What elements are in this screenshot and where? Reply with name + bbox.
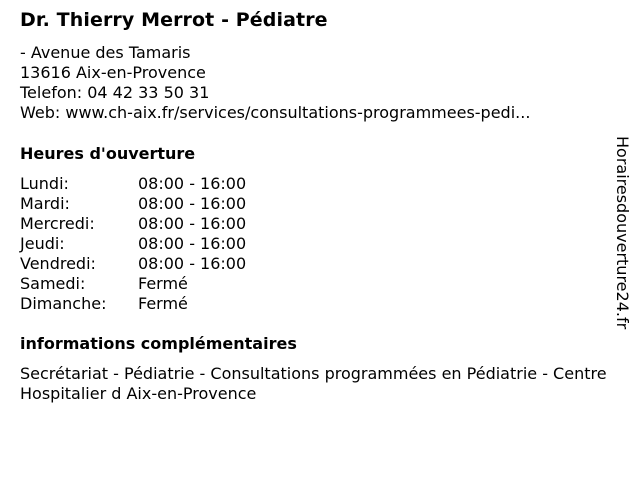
day-label: Lundi:	[20, 174, 69, 193]
day-label: Mercredi:	[20, 214, 95, 233]
website-link[interactable]: Web: www.ch-aix.fr/services/consultations-programmees-pedi...	[20, 103, 531, 122]
city-address: 13616 Aix-en-Provence	[20, 63, 206, 82]
hours-row-wednesday	[20, 214, 320, 234]
day-label: Mardi:	[20, 194, 70, 213]
time-value: 08:00 - 16:00	[138, 254, 247, 273]
day-label: Jeudi:	[20, 234, 65, 253]
additional-info-text: Secrétariat - Pédiatrie - Consultations programmées en Pédiatrie - Centre Hospitalier d Aix-en-Provence	[20, 364, 607, 403]
time-value: Fermé	[138, 274, 188, 293]
hours-row-sunday	[20, 294, 320, 314]
street-address: - Avenue des Tamaris	[20, 43, 191, 62]
hours-row-saturday	[20, 274, 320, 294]
day-label: Samedi:	[20, 274, 86, 293]
time-value: 08:00 - 16:00	[138, 174, 247, 193]
address-block	[20, 43, 530, 123]
hours-row-thursday	[20, 234, 320, 254]
page-title: Dr. Thierry Merrot - Pédiatre	[20, 9, 328, 31]
hours-row-friday	[20, 254, 320, 274]
time-value: 08:00 - 16:00	[138, 214, 247, 233]
phone-number: Telefon: 04 42 33 50 31	[20, 83, 210, 102]
watermark-text: Horairesdouverture24.fr	[613, 136, 632, 330]
opening-hours-table	[20, 174, 320, 314]
hours-row-tuesday	[20, 194, 320, 214]
day-label: Dimanche:	[20, 294, 107, 313]
time-value: 08:00 - 16:00	[138, 234, 247, 253]
opening-hours-heading: Heures d'ouverture	[20, 144, 196, 163]
additional-info-heading: informations complémentaires	[20, 334, 297, 353]
time-value: 08:00 - 16:00	[138, 194, 247, 213]
day-label: Vendredi:	[20, 254, 96, 273]
time-value: Fermé	[138, 294, 188, 313]
hours-row-monday	[20, 174, 320, 194]
